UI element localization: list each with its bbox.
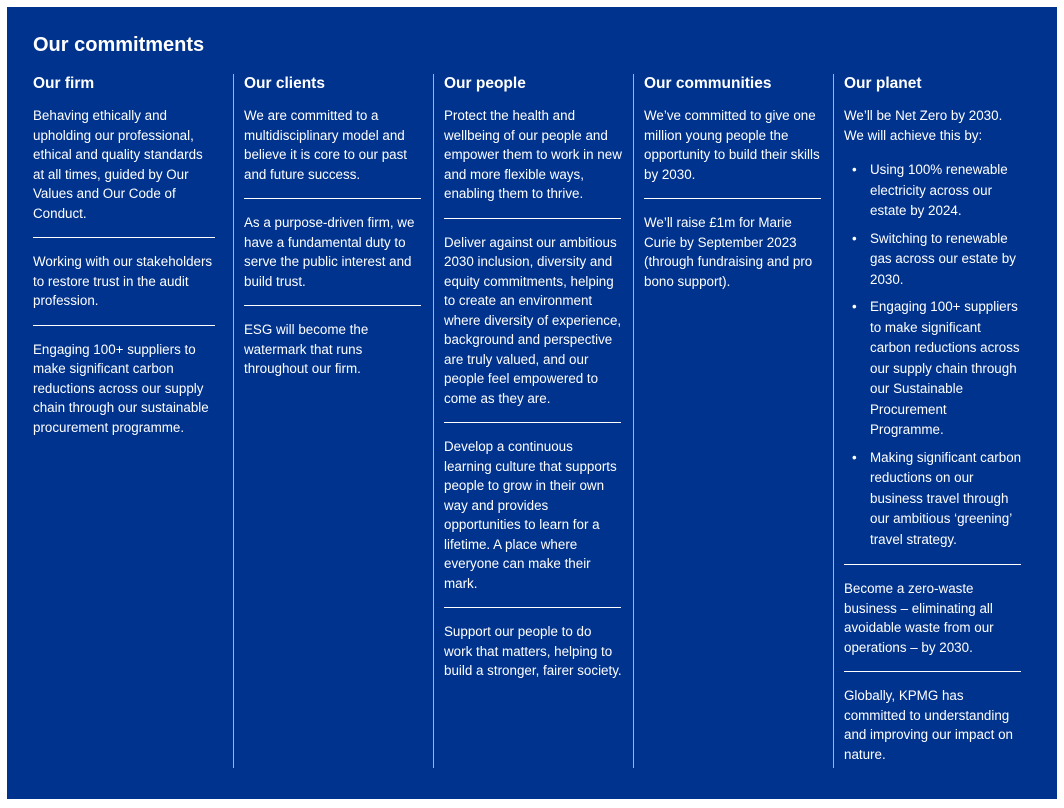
- bullet-text: Using 100% renewable electricity across our estate by 2024.: [870, 162, 1008, 218]
- paragraph: As a purpose-driven firm, we have a fundamental duty to serve the public interest and build trust.: [244, 215, 415, 289]
- column-heading: Our clients: [244, 75, 325, 92]
- divider: [844, 564, 1021, 565]
- paragraph: We’ve committed to give one million young people the opportunity to build their skills by 2030.: [644, 108, 820, 182]
- paragraph: Globally, KPMG has committed to understanding and improving our impact on nature.: [844, 688, 1013, 762]
- bullet-item: [844, 448, 1023, 551]
- divider: [244, 198, 421, 199]
- paragraph: Engaging 100+ suppliers to make significant carbon reductions across our supply chain through our sustainable procurement programme.: [33, 341, 209, 435]
- column-heading: Our communities: [644, 75, 772, 92]
- bullet-item: [844, 297, 1023, 441]
- divider: [33, 237, 215, 238]
- column-heading: Our planet: [844, 75, 922, 92]
- column-our-firm: [33, 74, 233, 768]
- column-heading: Our people: [444, 75, 526, 92]
- column-our-planet: [833, 74, 1033, 768]
- bullet-item: [844, 160, 1023, 222]
- paragraph: We’ll be Net Zero by 2030. We will achieve this by:: [844, 108, 1003, 143]
- paragraph: Behaving ethically and upholding our professional, ethical and quality standards at all times, guided by Our Values and Our Code of Conduct.: [33, 108, 203, 221]
- column-our-people: [433, 74, 633, 768]
- paragraph: ESG will become the watermark that runs throughout our firm.: [244, 322, 369, 376]
- bullet-text: Making significant carbon reductions on our business travel through our ambitious ‘greening’ travel strategy.: [870, 449, 1022, 547]
- divider: [844, 671, 1021, 672]
- bullet-dot-icon: •: [852, 230, 857, 246]
- divider: [33, 325, 215, 326]
- bullet-dot-icon: •: [852, 449, 857, 465]
- commitments-panel: [7, 7, 1057, 799]
- divider: [444, 607, 621, 608]
- divider: [644, 198, 821, 199]
- paragraph: We are committed to a multidisciplinary model and believe it is core to our past and future success.: [244, 108, 408, 182]
- bullet-text: Engaging 100+ suppliers to make significant carbon reductions across our supply chain through our Sustainable Procurement Programme.: [870, 299, 1020, 437]
- commitments-columns: [33, 74, 1033, 768]
- column-heading: Our firm: [33, 75, 95, 92]
- paragraph: Support our people to do work that matters, helping to build a stronger, fairer society.: [444, 624, 622, 678]
- divider: [444, 218, 621, 219]
- paragraph: We’ll raise £1m for Marie Curie by September 2023 (through fundraising and pro bono support).: [644, 215, 813, 289]
- paragraph: Become a zero-waste business – eliminating all avoidable waste from our operations – by 2030.: [844, 581, 994, 655]
- divider: [244, 305, 421, 306]
- page-title: Our commitments: [33, 34, 205, 56]
- bullet-dot-icon: •: [852, 162, 857, 177]
- bullet-text: Switching to renewable gas across our estate by 2030.: [870, 230, 1016, 287]
- column-our-communities: [633, 74, 833, 768]
- divider: [444, 422, 621, 423]
- paragraph: Develop a continuous learning culture that supports people to grow in their own way and provides opportunities to learn for a lifetime. A place where everyone can make their mark.: [444, 439, 617, 591]
- paragraph: Deliver against our ambitious 2030 inclusion, diversity and equity commitments, helping to create an environment where diversity of experience, background and perspective are truly valued, and our people feel empowered to come as they are.: [444, 234, 622, 406]
- paragraph: Protect the health and wellbeing of our people and empower them to work in new and more flexible ways, enabling them to thrive.: [444, 108, 622, 201]
- bullet-item: [844, 229, 1023, 291]
- bullet-list: [844, 160, 1023, 550]
- column-our-clients: [233, 74, 433, 768]
- bullet-dot-icon: •: [852, 299, 857, 314]
- paragraph: Working with our stakeholders to restore trust in the audit profession.: [33, 254, 213, 308]
